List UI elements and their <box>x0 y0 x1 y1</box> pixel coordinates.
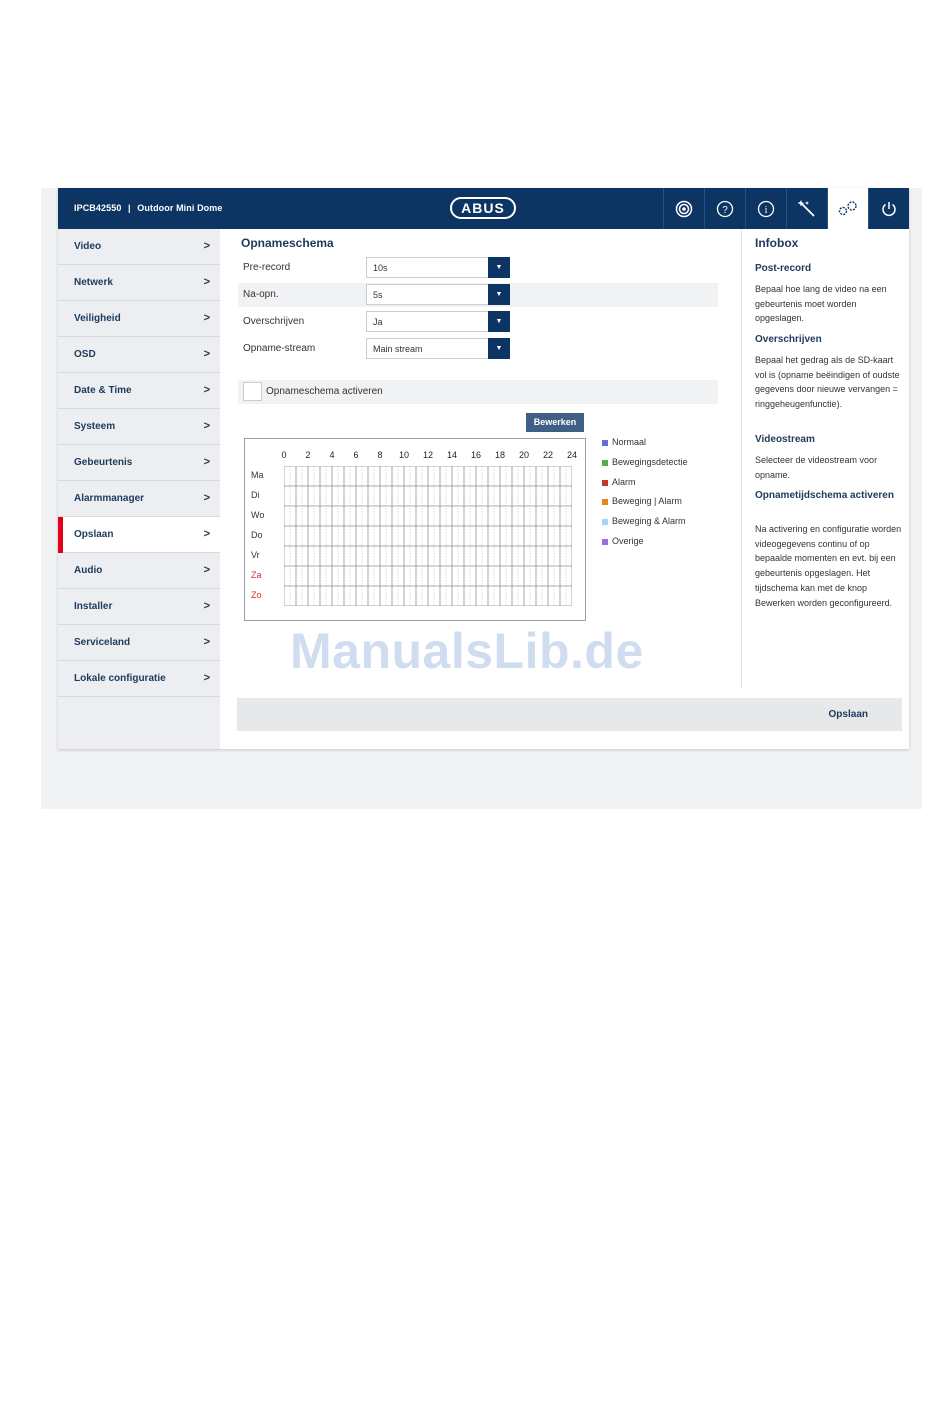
chevron-right-icon: > <box>203 456 210 468</box>
chevron-right-icon: > <box>203 312 210 324</box>
info-heading-post-record: Post-record <box>755 263 812 274</box>
sidebar-item-label: Lokale configuratie <box>74 673 166 684</box>
device-title <box>74 203 222 213</box>
sidebar-item-label: OSD <box>74 349 96 360</box>
info-icon[interactable] <box>745 188 786 229</box>
legend-swatch <box>602 440 608 446</box>
device-name: Outdoor Mini Dome <box>137 203 223 213</box>
legend-swatch <box>602 460 608 466</box>
sidebar-item-veiligheid[interactable] <box>58 301 220 337</box>
brand-logo: ABUS <box>450 197 516 219</box>
svg-text:?: ? <box>722 204 728 216</box>
sidebar-item-gebeurtenis[interactable] <box>58 445 220 481</box>
day-label: Di <box>251 490 260 500</box>
info-text-opnametijdschema: Na activering en configuratie worden videogegevens continu of op bepaalde momenten en evt. bij een gebeurtenis opgeslagen. Het tijdschema kan met de knop Bewerken worden geconfigureerd. <box>755 524 902 608</box>
info-heading-videostream: Videostream <box>755 434 815 445</box>
save-button[interactable]: Opslaan <box>828 709 868 720</box>
sidebar-item-date-time[interactable] <box>58 373 220 409</box>
day-label: Wo <box>251 510 265 520</box>
sidebar-item-label: Opslaan <box>74 529 114 540</box>
schedule-activate-label: Opnameschema activeren <box>266 386 383 397</box>
chevron-down-icon[interactable]: ▼ <box>488 284 510 305</box>
opname-stream-select[interactable] <box>366 338 510 359</box>
overschrijven-select[interactable] <box>366 311 510 332</box>
camera-icon[interactable] <box>663 188 704 229</box>
legend-swatch <box>602 519 608 525</box>
na-opn-select[interactable] <box>366 284 510 305</box>
legend-label: Beweging | Alarm <box>612 496 682 507</box>
day-label: Vr <box>251 550 260 560</box>
legend-swatch <box>602 539 608 545</box>
form-row-pre-record <box>238 256 718 280</box>
power-icon[interactable] <box>868 188 909 229</box>
form-row-opname-stream <box>238 337 718 361</box>
sidebar-item-label: Gebeurtenis <box>74 457 133 468</box>
hour-label: 12 <box>422 450 433 460</box>
info-text-post-record: Bepaal hoe lang de video na een gebeurtenis moet worden opgeslagen. <box>755 284 887 324</box>
sidebar-item-serviceland[interactable] <box>58 625 220 661</box>
sidebar-item-label: Netwerk <box>74 277 113 288</box>
legend-label: Beweging & Alarm <box>612 516 686 527</box>
chevron-right-icon: > <box>203 564 210 576</box>
title-separator: | <box>128 203 131 213</box>
sidebar-item-alarmmanager[interactable] <box>58 481 220 517</box>
chevron-right-icon: > <box>203 420 210 432</box>
sidebar-item-video[interactable] <box>58 229 220 265</box>
infobox-title: Infobox <box>755 236 799 250</box>
legend-label: Bewegingsdetectie <box>612 456 688 467</box>
overschrijven-value: Ja <box>373 317 383 327</box>
chevron-right-icon: > <box>203 384 210 396</box>
chevron-right-icon: > <box>203 672 210 684</box>
sidebar-item-label: Veiligheid <box>74 313 121 324</box>
chevron-right-icon: > <box>203 600 210 612</box>
opname-stream-value: Main stream <box>373 344 423 354</box>
hour-label: 24 <box>566 450 577 460</box>
sidebar-item-label: Systeem <box>74 421 116 432</box>
sidebar-item-netwerk[interactable] <box>58 265 220 301</box>
info-heading-overschrijven: Overschrijven <box>755 334 822 345</box>
pre-record-value: 10s <box>373 263 388 273</box>
schedule-grid-lines[interactable] <box>284 466 572 606</box>
hour-label: 2 <box>305 450 311 460</box>
top-bar <box>58 188 909 229</box>
legend-item <box>602 536 704 556</box>
chevron-right-icon: > <box>203 240 210 252</box>
chevron-right-icon: > <box>203 528 210 540</box>
save-bar <box>237 698 902 731</box>
sidebar-item-label: Serviceland <box>74 637 131 648</box>
help-icon[interactable] <box>704 188 745 229</box>
sidebar-nav <box>58 229 220 749</box>
info-heading-opnametijdschema: Opnametijdschema activeren <box>755 490 894 501</box>
sidebar-item-label: Date & Time <box>74 385 132 396</box>
hour-label: 8 <box>377 450 383 460</box>
sidebar-item-label: Alarmmanager <box>74 493 145 504</box>
sidebar-item-osd[interactable] <box>58 337 220 373</box>
sidebar-item-label: Installer <box>74 601 113 612</box>
opname-stream-label: Opname-stream <box>243 343 316 354</box>
legend-item <box>602 477 704 497</box>
schedule-legend <box>602 437 704 556</box>
hour-label: 16 <box>470 450 481 460</box>
day-label: Ma <box>251 470 264 480</box>
sidebar-item-audio[interactable] <box>58 553 220 589</box>
legend-label: Alarm <box>612 476 636 487</box>
edit-schedule-button[interactable]: Bewerken <box>526 413 584 432</box>
chevron-down-icon[interactable]: ▼ <box>488 311 510 332</box>
legend-item <box>602 496 704 516</box>
sidebar-item-label: Video <box>74 241 102 252</box>
svg-text:i: i <box>764 204 768 216</box>
sidebar-item-lokale-configuratie[interactable] <box>58 661 220 697</box>
hour-label: 18 <box>494 450 505 460</box>
info-text-videostream: Selecteer de videostream voor opname. <box>755 455 878 480</box>
hour-label: 6 <box>353 450 359 460</box>
legend-item <box>602 516 704 536</box>
wizard-icon[interactable] <box>786 188 827 229</box>
info-text-overschrijven: Bepaal het gedrag als de SD-kaart vol is (opname beëindigen of oudste gegevens door nieuwe vervangen = ringgeheugenfunctie). <box>755 355 900 410</box>
settings-icon[interactable] <box>827 188 868 229</box>
na-opn-label: Na-opn. <box>243 289 279 300</box>
chevron-down-icon[interactable]: ▼ <box>488 257 510 278</box>
legend-label: Overige <box>612 535 644 546</box>
hour-label: 10 <box>398 450 409 460</box>
sidebar-item-installer[interactable] <box>58 589 220 625</box>
day-label: Do <box>251 530 263 540</box>
hour-label: 4 <box>329 450 335 460</box>
form-row-na-opn <box>238 283 718 307</box>
chevron-right-icon: > <box>203 276 210 288</box>
pre-record-label: Pre-record <box>243 262 291 273</box>
pre-record-select[interactable] <box>366 257 510 278</box>
sidebar-item-label: Audio <box>74 565 103 576</box>
legend-item <box>602 457 704 477</box>
page-title: Opnameschema <box>241 236 334 250</box>
legend-item <box>602 437 704 457</box>
overschrijven-label: Overschrijven <box>243 316 305 327</box>
legend-swatch <box>602 499 608 505</box>
watermark: ManualsLib.de <box>290 623 644 679</box>
chevron-right-icon: > <box>203 348 210 360</box>
toolbar-icons <box>663 188 909 229</box>
schedule-activate-checkbox[interactable] <box>243 382 262 401</box>
sidebar-item-systeem[interactable] <box>58 409 220 445</box>
day-label: Zo <box>251 590 262 600</box>
chevron-right-icon: > <box>203 492 210 504</box>
hour-label: 14 <box>446 450 457 460</box>
infobox-panel <box>741 229 910 688</box>
schedule-activate-row <box>238 380 718 404</box>
schedule-grid[interactable] <box>244 438 586 621</box>
sidebar-item-opslaan[interactable] <box>58 517 220 553</box>
legend-swatch <box>602 480 608 486</box>
form-row-overschrijven <box>238 310 718 334</box>
device-model: IPCB42550 <box>74 203 122 213</box>
chevron-down-icon[interactable]: ▼ <box>488 338 510 359</box>
hour-label: 20 <box>518 450 529 460</box>
chevron-right-icon: > <box>203 636 210 648</box>
na-opn-value: 5s <box>373 290 383 300</box>
legend-label: Normaal <box>612 437 647 447</box>
hour-label: 22 <box>542 450 553 460</box>
day-label: Za <box>251 570 262 580</box>
hour-label: 0 <box>281 450 287 460</box>
